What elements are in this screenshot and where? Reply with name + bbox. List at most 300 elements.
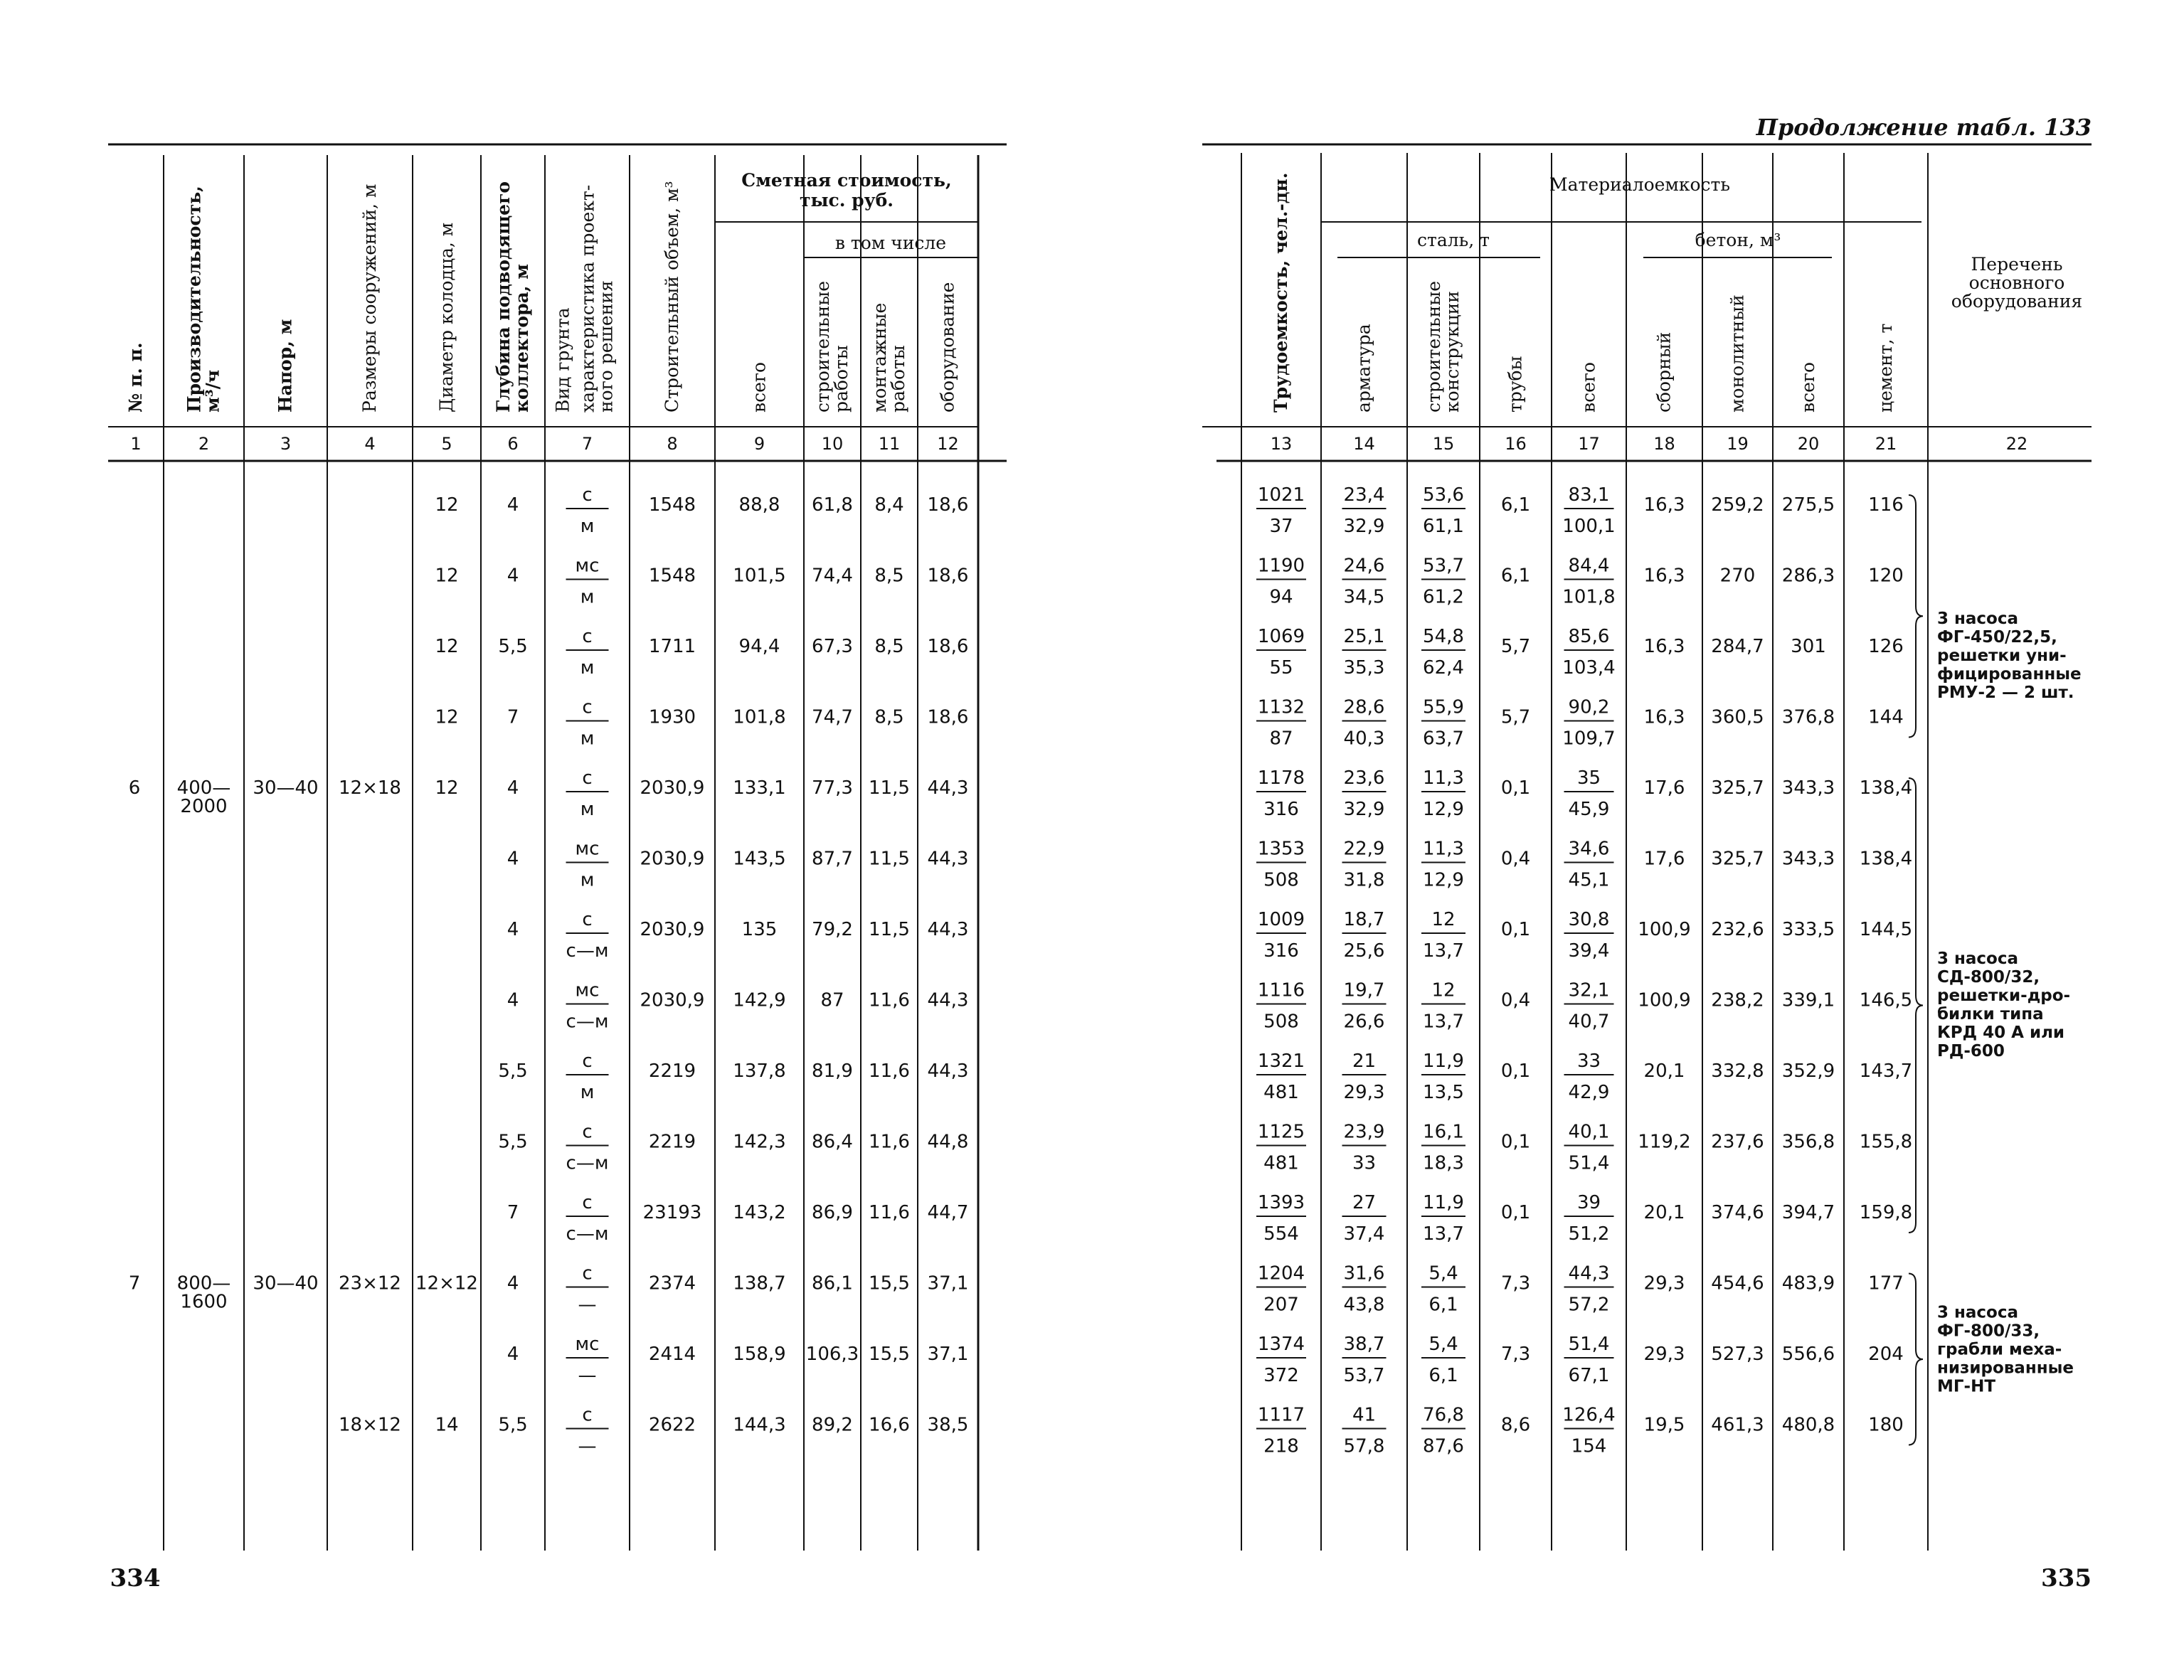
soil-fraction-top: с <box>582 767 593 789</box>
steel-fraction-top: 34,6 <box>1568 838 1610 860</box>
column-number-14: 14 <box>1353 434 1375 454</box>
pipes-cell: 6,1 <box>1500 494 1531 516</box>
capacity-cell-2: 2000 <box>180 796 228 817</box>
equipment-note: решетки уни- <box>1937 647 2067 666</box>
volume-cell: 2374 <box>648 1272 696 1294</box>
build-cell: 79,2 <box>812 919 853 940</box>
header-head: Напор, м <box>275 319 296 413</box>
equipment-note: РД-600 <box>1937 1041 2005 1060</box>
volume-cell: 1548 <box>648 565 696 587</box>
equipment-cell: 44,3 <box>927 1060 969 1082</box>
header-solution: ного решения <box>595 280 617 413</box>
total-cell: 142,9 <box>733 989 786 1011</box>
volume-cell: 2622 <box>648 1414 696 1436</box>
pipes-cell: 5,7 <box>1500 636 1531 657</box>
soil-fraction-bottom: — <box>578 1435 597 1457</box>
steel-fraction-top: 40,1 <box>1568 1121 1610 1143</box>
header-prefab: сборный <box>1653 331 1675 413</box>
depth-cell: 5,5 <box>498 1060 528 1082</box>
soil-fraction-bottom: с—м <box>566 940 609 962</box>
mount-cell: 15,5 <box>869 1344 910 1365</box>
concrete-cell: 275,5 <box>1781 494 1835 516</box>
construction-fraction-top: 76,8 <box>1423 1404 1464 1426</box>
prefab-cell: 17,6 <box>1643 848 1685 870</box>
column-number-17: 17 <box>1578 434 1600 454</box>
construction-fraction-top: 54,8 <box>1423 626 1464 647</box>
total-cell: 88,8 <box>738 494 780 516</box>
depth-cell: 4 <box>507 565 519 587</box>
cement-cell: 138,4 <box>1859 777 1913 799</box>
labor-fraction-bottom: 218 <box>1263 1435 1299 1457</box>
pipes-cell: 0,4 <box>1500 989 1531 1011</box>
column-number-19: 19 <box>1727 434 1749 454</box>
mount-cell: 11,6 <box>869 1202 910 1223</box>
cement-cell: 146,5 <box>1859 989 1913 1011</box>
prefab-cell: 16,3 <box>1643 636 1685 657</box>
build-cell: 87,7 <box>812 848 853 870</box>
labor-fraction-bottom: 554 <box>1263 1223 1299 1245</box>
group-brace <box>1909 495 1923 738</box>
monolithic-cell: 259,2 <box>1711 494 1764 516</box>
construction-fraction-top: 11,9 <box>1423 1192 1464 1213</box>
build-cell: 87 <box>820 989 844 1011</box>
header-pipes: трубы <box>1505 356 1526 413</box>
steel-fraction-bottom: 39,4 <box>1568 940 1610 962</box>
soil-fraction-top: с <box>582 484 593 506</box>
pipes-cell: 0,1 <box>1500 1202 1531 1223</box>
column-number-4: 4 <box>364 434 376 454</box>
header-constructions: конструкции <box>1442 291 1463 413</box>
monolithic-cell: 237,6 <box>1711 1131 1764 1153</box>
rebar-fraction-bottom: 37,4 <box>1343 1223 1385 1245</box>
head-cell: 30—40 <box>253 1272 319 1294</box>
total-cell: 135 <box>741 919 778 940</box>
mount-cell: 16,6 <box>869 1414 910 1436</box>
diameter-cell: 12 <box>435 636 459 657</box>
mount-cell: 15,5 <box>869 1272 910 1294</box>
pipes-cell: 0,1 <box>1500 1131 1531 1153</box>
mount-cell: 11,6 <box>869 1060 910 1082</box>
diameter-cell: 14 <box>435 1414 459 1436</box>
steel-fraction-bottom: 103,4 <box>1562 657 1616 679</box>
material-header: Материалоемкость <box>1549 174 1730 195</box>
construction-fraction-bottom: 87,6 <box>1423 1435 1464 1457</box>
depth-cell: 4 <box>507 1344 519 1365</box>
equipment-note: СД-800/32, <box>1937 967 2040 987</box>
column-number-13: 13 <box>1270 434 1293 454</box>
header-concrete-total: всего <box>1798 361 1818 413</box>
build-cell: 67,3 <box>812 636 853 657</box>
monolithic-cell: 284,7 <box>1711 636 1764 657</box>
labor-fraction-top: 1190 <box>1257 555 1305 577</box>
column-number-10: 10 <box>821 434 844 454</box>
concrete-cell: 343,3 <box>1781 848 1835 870</box>
depth-cell: 4 <box>507 777 519 799</box>
column-number-2: 2 <box>198 434 210 454</box>
header-total: всего <box>748 361 770 413</box>
volume-cell: 1548 <box>648 494 696 516</box>
column-number-1: 1 <box>130 434 142 454</box>
build-cell: 74,7 <box>812 706 853 728</box>
cement-cell: 159,8 <box>1859 1202 1913 1223</box>
soil-fraction-top: с <box>582 1121 593 1143</box>
mount-cell: 8,5 <box>874 565 904 587</box>
monolithic-cell: 527,3 <box>1711 1344 1764 1365</box>
equipment-cell: 18,6 <box>927 494 969 516</box>
rebar-fraction-top: 24,6 <box>1343 555 1385 577</box>
header-volume: Строительный объем, м³ <box>662 181 682 413</box>
rebar-fraction-bottom: 32,9 <box>1343 516 1385 537</box>
labor-fraction-bottom: 481 <box>1263 1082 1299 1103</box>
soil-fraction-bottom: с—м <box>566 1011 609 1033</box>
cost-header-unit: тыс. руб. <box>799 190 894 211</box>
equipment-cell: 44,3 <box>927 919 969 940</box>
soil-fraction-bottom: — <box>578 1294 597 1316</box>
pipes-cell: 0,1 <box>1500 1060 1531 1082</box>
mount-cell: 11,5 <box>869 848 910 870</box>
build-cell: 89,2 <box>812 1414 853 1436</box>
monolithic-cell: 325,7 <box>1711 848 1764 870</box>
column-number-15: 15 <box>1432 434 1455 454</box>
dims-cell: 12×18 <box>339 777 401 799</box>
construction-fraction-top: 55,9 <box>1423 696 1464 718</box>
rebar-fraction-bottom: 29,3 <box>1343 1082 1385 1103</box>
concrete-cell: 480,8 <box>1781 1414 1835 1436</box>
rebar-fraction-bottom: 31,8 <box>1343 869 1385 891</box>
volume-cell: 1711 <box>648 636 696 657</box>
steel-fraction-top: 51,4 <box>1568 1334 1610 1355</box>
steel-fraction-bottom: 154 <box>1571 1435 1607 1457</box>
rebar-fraction-bottom: 34,5 <box>1343 586 1385 608</box>
header-diameter: Диаметр колодца, м <box>436 222 457 413</box>
mount-cell: 8,5 <box>874 706 904 728</box>
soil-fraction-bottom: м <box>580 657 595 679</box>
pipes-cell: 0,1 <box>1500 777 1531 799</box>
equipment-note: 3 насоса <box>1937 610 2019 629</box>
equipment-note: МГ-НТ <box>1937 1377 1996 1396</box>
prefab-cell: 19,5 <box>1643 1414 1685 1436</box>
construction-fraction-top: 11,9 <box>1423 1051 1464 1072</box>
equipment-note: низированные <box>1937 1359 2074 1378</box>
rebar-fraction-top: 27 <box>1352 1192 1377 1213</box>
volume-cell: 2414 <box>648 1344 696 1365</box>
prefab-cell: 17,6 <box>1643 777 1685 799</box>
head-cell: 30—40 <box>253 777 319 799</box>
column-number-12: 12 <box>937 434 959 454</box>
diameter-cell: 12×12 <box>415 1272 478 1294</box>
mount-cell: 8,5 <box>874 636 904 657</box>
steel-fraction-top: 30,8 <box>1568 909 1610 930</box>
steel-fraction-bottom: 109,7 <box>1562 728 1616 750</box>
equipment-cell: 18,6 <box>927 565 969 587</box>
steel-fraction-top: 126,4 <box>1562 1404 1616 1426</box>
depth-cell: 4 <box>507 848 519 870</box>
steel-fraction-bottom: 51,2 <box>1568 1223 1610 1245</box>
build-cell: 81,9 <box>812 1060 853 1082</box>
labor-fraction-top: 1204 <box>1257 1262 1305 1285</box>
mount-cell: 11,6 <box>869 1131 910 1153</box>
total-cell: 144,3 <box>733 1414 786 1436</box>
equipment-note: 3 насоса <box>1937 1303 2019 1322</box>
concrete-cell: 376,8 <box>1781 706 1835 728</box>
rebar-fraction-top: 41 <box>1352 1404 1377 1426</box>
column-number-18: 18 <box>1653 434 1675 454</box>
prefab-cell: 16,3 <box>1643 706 1685 728</box>
diameter-cell: 12 <box>435 777 459 799</box>
pipes-cell: 7,3 <box>1500 1344 1531 1365</box>
column-number-5: 5 <box>441 434 452 454</box>
dims-cell: 23×12 <box>339 1272 401 1294</box>
build-cell: 74,4 <box>812 565 853 587</box>
cement-cell: 155,8 <box>1859 1131 1913 1153</box>
build-cell: 86,4 <box>812 1131 853 1153</box>
construction-fraction-top: 5,4 <box>1428 1334 1458 1355</box>
header-labor: Трудоемкость, чел.-дн. <box>1271 172 1291 413</box>
steel-fraction-top: 90,2 <box>1568 696 1610 718</box>
total-cell: 142,3 <box>733 1131 786 1153</box>
depth-cell: 7 <box>507 1202 519 1223</box>
steel-fraction-bottom: 100,1 <box>1562 516 1616 537</box>
labor-fraction-bottom: 481 <box>1263 1152 1299 1174</box>
steel-fraction-top: 33 <box>1576 1051 1601 1072</box>
steel-fraction-bottom: 51,4 <box>1568 1152 1610 1174</box>
row-number: 7 <box>128 1272 141 1294</box>
monolithic-cell: 332,8 <box>1711 1060 1764 1082</box>
construction-fraction-bottom: 61,2 <box>1423 586 1464 608</box>
header-equipment: оборудование <box>937 282 958 413</box>
concrete-cell: 333,5 <box>1781 919 1835 940</box>
cement-cell: 204 <box>1868 1344 1904 1365</box>
labor-fraction-bottom: 94 <box>1269 586 1293 608</box>
labor-fraction-top: 1125 <box>1257 1121 1305 1143</box>
soil-fraction-top: мс <box>575 1334 600 1355</box>
labor-fraction-bottom: 207 <box>1263 1294 1299 1316</box>
column-number-16: 16 <box>1505 434 1527 454</box>
soil-fraction-top: мс <box>575 979 600 1001</box>
labor-fraction-top: 1393 <box>1257 1192 1305 1213</box>
monolithic-cell: 360,5 <box>1711 706 1764 728</box>
monolithic-cell: 232,6 <box>1711 919 1764 940</box>
pipes-cell: 8,6 <box>1500 1414 1531 1436</box>
labor-fraction-top: 1321 <box>1257 1051 1305 1072</box>
prefab-cell: 20,1 <box>1643 1202 1685 1223</box>
volume-cell: 2030,9 <box>640 777 705 799</box>
rebar-fraction-bottom: 33 <box>1352 1152 1377 1174</box>
rebar-fraction-top: 22,9 <box>1343 838 1385 860</box>
steel-fraction-bottom: 57,2 <box>1568 1294 1610 1316</box>
construction-fraction-bottom: 13,7 <box>1423 940 1464 962</box>
prefab-cell: 100,9 <box>1638 919 1691 940</box>
rebar-fraction-bottom: 43,8 <box>1343 1294 1385 1316</box>
soil-fraction-top: с <box>582 626 593 647</box>
soil-fraction-top: мс <box>575 555 600 577</box>
soil-fraction-bottom: м <box>580 869 595 891</box>
header-monolithic: монолитный <box>1727 294 1748 413</box>
rebar-fraction-top: 28,6 <box>1343 696 1385 718</box>
diameter-cell: 12 <box>435 494 459 516</box>
total-cell: 143,2 <box>733 1202 786 1223</box>
depth-cell: 4 <box>507 989 519 1011</box>
soil-fraction-top: с <box>582 1192 593 1213</box>
column-number-6: 6 <box>507 434 519 454</box>
steel-fraction-top: 83,1 <box>1568 484 1610 506</box>
labor-fraction-top: 1009 <box>1257 909 1305 930</box>
group-brace <box>1909 1274 1923 1445</box>
depth-cell: 7 <box>507 706 519 728</box>
build-cell: 86,1 <box>812 1272 853 1294</box>
header-solution: характеристика проект- <box>577 184 598 413</box>
header-mount: монтажные <box>869 302 890 413</box>
rebar-fraction-top: 38,7 <box>1343 1334 1385 1355</box>
header-mount: работы <box>888 345 908 413</box>
prefab-cell: 100,9 <box>1638 989 1691 1011</box>
mount-cell: 11,5 <box>869 919 910 940</box>
diameter-cell: 12 <box>435 565 459 587</box>
construction-fraction-top: 11,3 <box>1423 767 1464 789</box>
steel-fraction-top: 32,1 <box>1568 979 1610 1001</box>
equipment-note: фицированные <box>1937 665 2082 684</box>
monolithic-cell: 270 <box>1719 565 1756 587</box>
labor-fraction-bottom: 508 <box>1263 869 1299 891</box>
rebar-fraction-top: 23,4 <box>1343 484 1385 506</box>
monolithic-cell: 461,3 <box>1711 1414 1764 1436</box>
construction-fraction-top: 12 <box>1431 979 1456 1001</box>
column-number-7: 7 <box>581 434 593 454</box>
soil-fraction-bottom: м <box>580 728 595 750</box>
construction-fraction-bottom: 6,1 <box>1428 1365 1458 1386</box>
equipment-cell: 18,6 <box>927 706 969 728</box>
rebar-fraction-bottom: 32,9 <box>1343 799 1385 820</box>
labor-fraction-top: 1132 <box>1257 696 1305 718</box>
labor-fraction-top: 1021 <box>1257 484 1305 506</box>
prefab-cell: 16,3 <box>1643 494 1685 516</box>
prefab-cell: 20,1 <box>1643 1060 1685 1082</box>
concrete-cell: 394,7 <box>1781 1202 1835 1223</box>
equipment-cell: 44,3 <box>927 848 969 870</box>
equipment-cell: 37,1 <box>927 1272 969 1294</box>
rebar-fraction-top: 23,6 <box>1343 767 1385 789</box>
steel-fraction-bottom: 45,9 <box>1568 799 1610 820</box>
steel-header: сталь, т <box>1417 230 1490 250</box>
depth-cell: 5,5 <box>498 1131 528 1153</box>
rebar-fraction-bottom: 53,7 <box>1343 1365 1385 1386</box>
capacity-cell: 800— <box>176 1272 231 1294</box>
construction-fraction-bottom: 61,1 <box>1423 516 1464 537</box>
total-cell: 101,5 <box>733 565 786 587</box>
labor-fraction-top: 1116 <box>1257 979 1305 1001</box>
right-table <box>1092 0 2184 1680</box>
build-cell: 61,8 <box>812 494 853 516</box>
prefab-cell: 29,3 <box>1643 1272 1685 1294</box>
cement-cell: 126 <box>1868 636 1904 657</box>
rebar-fraction-top: 18,7 <box>1343 909 1385 930</box>
mount-cell: 8,4 <box>874 494 904 516</box>
volume-cell: 1930 <box>648 706 696 728</box>
equipment-note: ФГ-800/33, <box>1937 1322 2040 1341</box>
depth-cell: 4 <box>507 1272 519 1294</box>
equipment-note: грабли меха- <box>1937 1340 2062 1359</box>
concrete-cell: 352,9 <box>1781 1060 1835 1082</box>
concrete-header: бетон, м³ <box>1695 230 1781 250</box>
construction-fraction-bottom: 6,1 <box>1428 1294 1458 1316</box>
equipment-note: РМУ-2 — 2 шт. <box>1937 684 2074 703</box>
capacity-cell-2: 1600 <box>180 1291 228 1313</box>
continuation-title: Продолжение табл. 133 <box>1756 114 2092 141</box>
build-cell: 106,3 <box>805 1344 859 1365</box>
total-cell: 158,9 <box>733 1344 786 1365</box>
header-depth: коллектора, м <box>511 264 532 413</box>
equipment-note: 3 насоса <box>1937 949 2019 968</box>
equipment-header: основного <box>1968 272 2065 293</box>
pipes-cell: 5,7 <box>1500 706 1531 728</box>
cement-cell: 138,4 <box>1859 848 1913 870</box>
header-steel-total: всего <box>1578 361 1599 413</box>
header-soil: Вид грунта <box>552 307 573 413</box>
total-cell: 137,8 <box>733 1060 786 1082</box>
equipment-header: оборудования <box>1951 291 2083 312</box>
prefab-cell: 16,3 <box>1643 565 1685 587</box>
volume-cell: 2219 <box>648 1060 696 1082</box>
steel-fraction-top: 44,3 <box>1568 1262 1610 1285</box>
labor-fraction-bottom: 87 <box>1269 728 1293 750</box>
volume-cell: 2219 <box>648 1131 696 1153</box>
soil-fraction-top: с <box>582 909 593 930</box>
soil-fraction-top: с <box>582 1262 593 1285</box>
page-number: 335 <box>2041 1564 2092 1593</box>
construction-fraction-bottom: 62,4 <box>1423 657 1464 679</box>
volume-cell: 2030,9 <box>640 919 705 940</box>
dims-cell: 18×12 <box>339 1414 401 1436</box>
capacity-cell: 400— <box>176 777 231 799</box>
monolithic-cell: 325,7 <box>1711 777 1764 799</box>
equipment-cell: 44,8 <box>927 1131 969 1153</box>
diameter-cell: 12 <box>435 706 459 728</box>
equipment-cell: 37,1 <box>927 1344 969 1365</box>
header-cement: цемент, т <box>1875 323 1896 413</box>
concrete-cell: 343,3 <box>1781 777 1835 799</box>
soil-fraction-bottom: с—м <box>566 1152 609 1174</box>
monolithic-cell: 238,2 <box>1711 989 1764 1011</box>
header-build: работы <box>831 345 852 413</box>
rebar-fraction-bottom: 25,6 <box>1343 940 1385 962</box>
construction-fraction-bottom: 13,5 <box>1423 1082 1464 1103</box>
header-no: № п. п. <box>125 342 146 413</box>
steel-fraction-top: 35 <box>1576 767 1601 789</box>
construction-fraction-bottom: 63,7 <box>1423 728 1464 750</box>
soil-fraction-top: с <box>582 696 593 718</box>
pipes-cell: 6,1 <box>1500 565 1531 587</box>
rebar-fraction-top: 19,7 <box>1343 979 1385 1001</box>
pipes-cell: 0,4 <box>1500 848 1531 870</box>
mount-cell: 11,6 <box>869 989 910 1011</box>
equipment-cell: 44,3 <box>927 989 969 1011</box>
soil-fraction-bottom: м <box>580 586 595 608</box>
equipment-note: ФГ-450/22,5, <box>1937 628 2057 647</box>
construction-fraction-bottom: 18,3 <box>1423 1152 1464 1174</box>
build-cell: 77,3 <box>812 777 853 799</box>
cement-cell: 144,5 <box>1859 919 1913 940</box>
construction-fraction-top: 5,4 <box>1428 1262 1458 1285</box>
concrete-cell: 556,6 <box>1781 1344 1835 1365</box>
total-cell: 133,1 <box>733 777 786 799</box>
cement-cell: 144 <box>1868 706 1904 728</box>
equipment-cell: 44,7 <box>927 1202 969 1223</box>
labor-fraction-bottom: 316 <box>1263 940 1299 962</box>
rebar-fraction-bottom: 26,6 <box>1343 1011 1385 1033</box>
soil-fraction-bottom: с—м <box>566 1223 609 1245</box>
column-number-8: 8 <box>667 434 678 454</box>
rebar-fraction-top: 31,6 <box>1343 1262 1385 1285</box>
